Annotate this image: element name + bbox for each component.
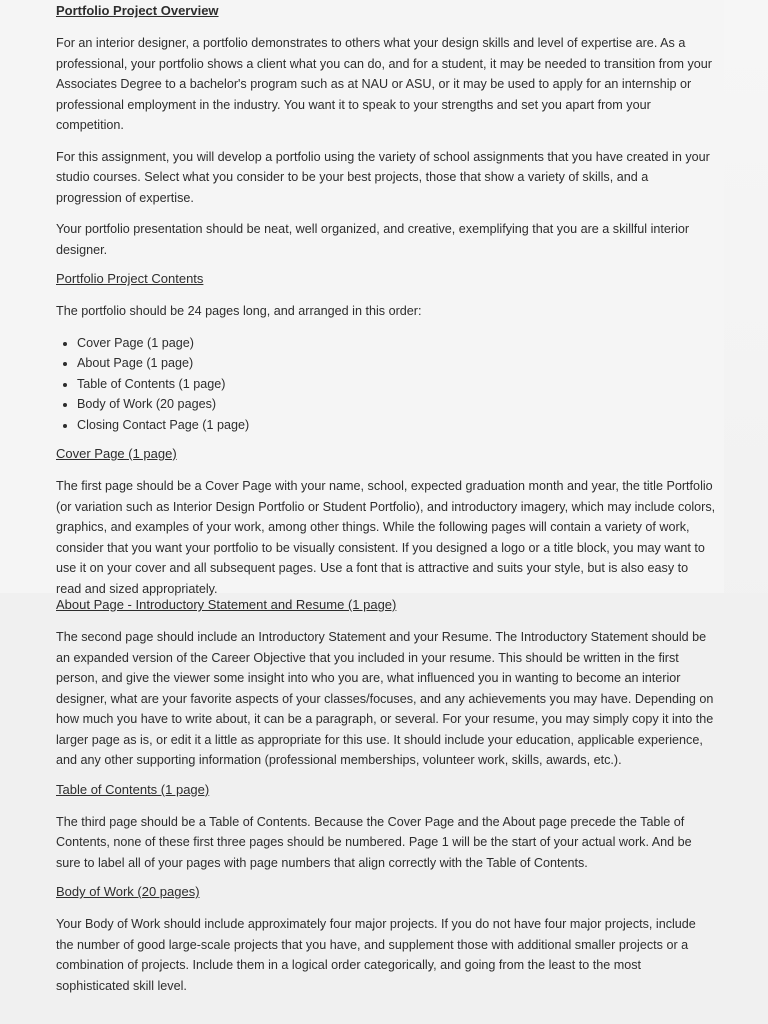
list-item: • Closing Contact Page (1 page) <box>77 415 716 436</box>
toc-paragraph: The third page should be a Table of Contents. Because the Cover Page and the About page precede the Table of Contents, none of these first three pages should be numbered. Page 1 will be the start of your actual work. And be sure to label all of your pages with page numbers that align correctly with the Table of Contents. <box>56 814 692 870</box>
list-item: • About Page (1 page) <box>77 353 716 374</box>
list-item: • Table of Contents (1 page) <box>77 374 716 395</box>
upper-section <box>56 3 716 610</box>
list-item: • Body of Work (20 pages) <box>77 394 716 415</box>
toc-heading: Table of Contents (1 page) <box>56 781 210 797</box>
lower-section <box>56 597 716 1007</box>
cover-paragraph: The first page should be a Cover Page with your name, school, expected graduation month and year, the title Portfolio (or variation such as Interior Design Portfolio or Student Portfolio), and introductory imagery, which may include colors, graphics, and examples of your work, among other things. While the following pages will contain a variety of work, consider that you want your portfolio to be visually consistent. If you designed a logo or a title block, you may want to use it on your cover and all subsequent pages. Use a font that is attractive and suits your style, but is also easy to read and sized appropriately. <box>56 479 716 596</box>
contents-list <box>56 333 716 436</box>
overview-paragraph-1: For an interior designer, a portfolio demonstrates to others what your design skills and level of expertise are. As a professional, your portfolio shows a client what you can do, and for a student, it may be needed to transition from your Associates Degree to a bachelor's program such as at NAU or ASU, or it may be used to apply for an internship or professional employment in the industry. You want it to speak to your strengths and set you apart from your competition. <box>56 36 712 132</box>
overview-paragraph-2: For this assignment, you will develop a portfolio using the variety of school assignments that you have created in your studio courses. Select what you consider to be your best projects, those that show a variety of skills, and a progression of expertise. <box>56 149 710 205</box>
body-heading: Body of Work (20 pages) <box>56 884 200 899</box>
contents-intro: The portfolio should be 24 pages long, and arranged in this order: <box>56 304 422 318</box>
list-item: • Cover Page (1 page) <box>77 333 716 354</box>
body-paragraph: Your Body of Work should include approximately four major projects. If you do not have four major projects, include the number of good large-scale projects that you have, and supplement those with additional smaller projects or a combination of projects. Include them in a logical order categorically, and going from the least to the most sophisticated skill level. <box>56 917 696 993</box>
overview-paragraph-3: Your portfolio presentation should be neat, well organized, and creative, exemplifying that you are a skillful interior designer. <box>56 222 690 257</box>
cover-heading: Cover Page (1 page) <box>56 446 177 461</box>
contents-heading: Portfolio Project Contents <box>56 271 204 286</box>
about-heading: About Page - Introductory Statement and Resume (1 page) <box>56 597 397 612</box>
about-paragraph: The second page should include an Introductory Statement and your Resume. The Introductory Statement should be an expanded version of the Career Objective that you included in your resume. This should be written in the first person, and give the viewer some insight into who you are, what influenced you in wanting to become an interior designer, what are your favorite aspects of your classes/focuses, and any achievements you may have. Depending on how much you have to write about, it can be a paragraph, or several. For your resume, you may simply copy it into the larger page as is, or edit it a little as appropriate for this use. It should include your education, applicable experience, and any other supporting information (professional memberships, volunteer work, skills, awards, etc.). <box>56 630 714 767</box>
overview-heading: Portfolio Project Overview <box>56 3 219 18</box>
